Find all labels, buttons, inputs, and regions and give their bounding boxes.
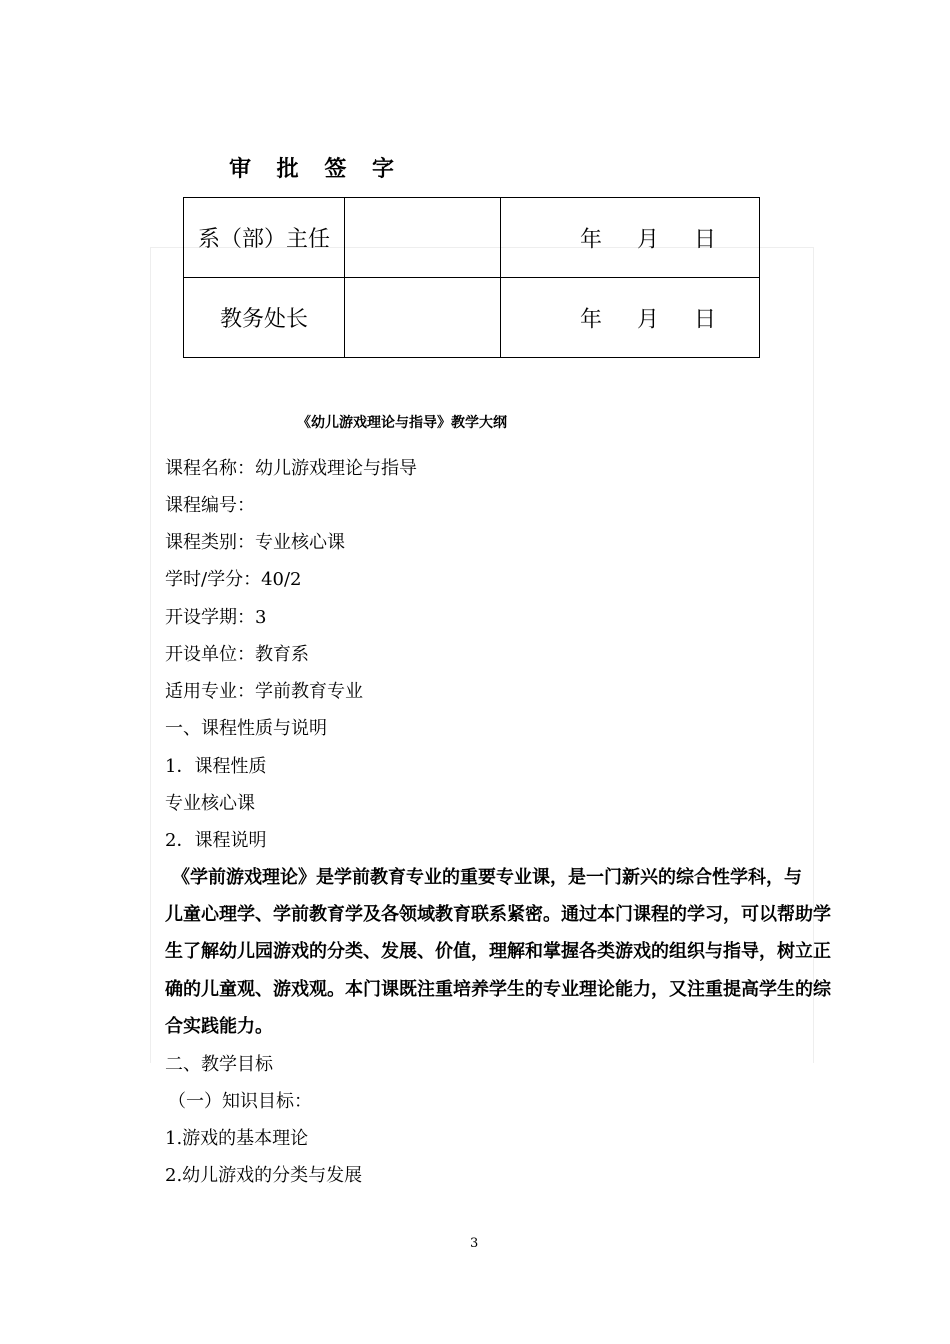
subsection-heading: （一）知识目标： <box>168 1091 312 1112</box>
subsection-heading: 2．课程说明 <box>165 830 267 851</box>
description-line: 《学前游戏理论》是学前教育专业的重要专业课，是一门新兴的综合性学科，与 <box>172 867 802 888</box>
month-label: 月 <box>637 307 660 332</box>
approval-title: 审 批 签 字 <box>229 156 403 182</box>
description-line: 确的儿童观、游戏观。本门课既注重培养学生的专业理论能力，又注重提高学生的综 <box>165 979 831 1000</box>
section-heading: 一、课程性质与说明 <box>165 718 327 739</box>
role-cell: 教务处长 <box>184 278 345 358</box>
course-type: 课程类别：专业核心课 <box>165 532 345 553</box>
table-row <box>184 278 760 358</box>
list-item: 2.幼儿游戏的分类与发展 <box>165 1165 363 1186</box>
course-name: 课程名称：幼儿游戏理论与指导 <box>165 458 417 479</box>
course-nature-text: 专业核心课 <box>165 793 255 814</box>
role-cell: 系（部）主任 <box>184 198 345 278</box>
subsection-heading: 1．课程性质 <box>165 756 267 777</box>
department: 开设单位：教育系 <box>165 644 309 665</box>
page-number: 3 <box>470 1236 479 1251</box>
month-label: 月 <box>637 227 660 252</box>
list-item: 1.游戏的基本理论 <box>165 1128 309 1149</box>
year-label: 年 <box>580 227 603 252</box>
major: 适用专业：学前教育专业 <box>165 681 363 702</box>
table-row <box>184 198 760 278</box>
signature-cell <box>345 278 501 358</box>
section-heading: 二、教学目标 <box>165 1054 273 1075</box>
date-cell <box>501 278 760 358</box>
hours-credits: 学时/学分：40/2 <box>165 569 302 590</box>
approval-table <box>183 197 760 358</box>
semester: 开设学期：3 <box>165 607 267 628</box>
year-label: 年 <box>580 307 603 332</box>
description-line: 生了解幼儿园游戏的分类、发展、价值，理解和掌握各类游戏的组织与指导，树立正 <box>165 941 831 962</box>
course-code: 课程编号： <box>165 495 255 516</box>
description-line: 儿童心理学、学前教育学及各领域教育联系紧密。通过本门课程的学习，可以帮助学 <box>165 904 831 925</box>
document-title: 《幼儿游戏理论与指导》教学大纲 <box>297 415 507 431</box>
description-line: 合实践能力。 <box>165 1016 273 1037</box>
date-cell <box>501 198 760 278</box>
signature-cell <box>345 198 501 278</box>
day-label: 日 <box>694 307 717 332</box>
day-label: 日 <box>694 227 717 252</box>
